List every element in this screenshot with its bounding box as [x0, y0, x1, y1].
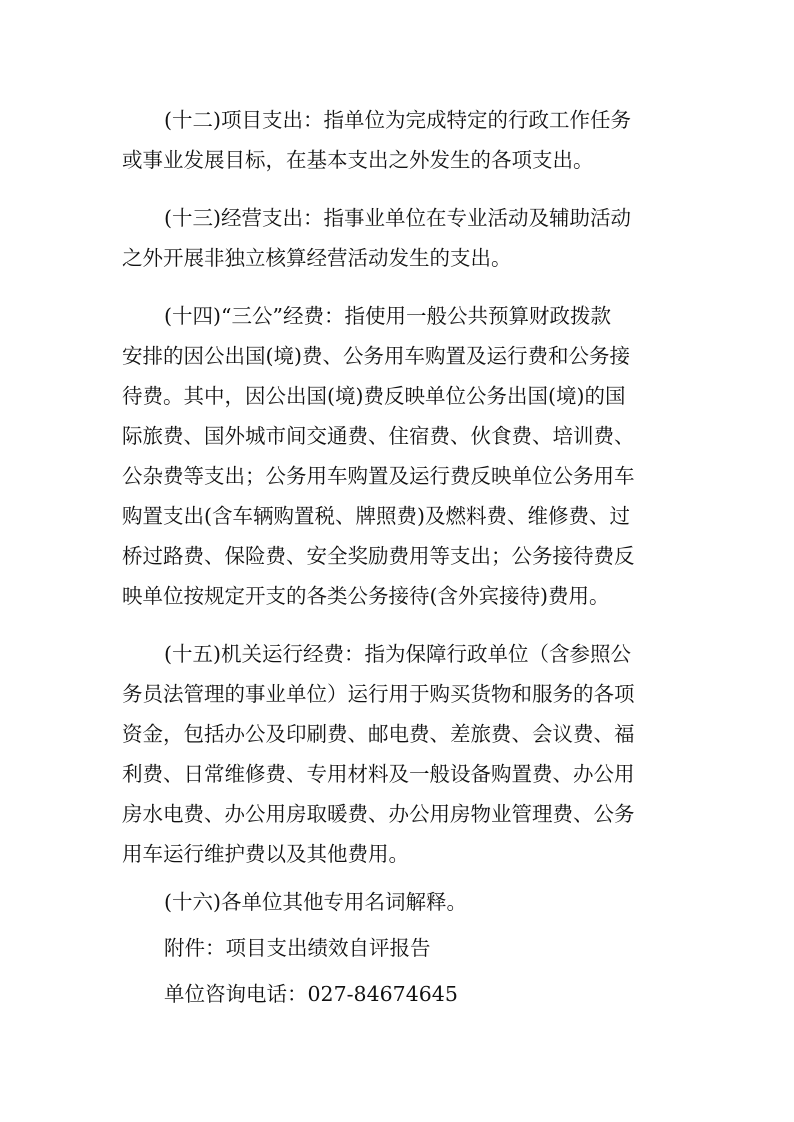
section-15-line-6: 用车运行维护费以及其他费用。: [122, 842, 409, 866]
section-13-line-1: (十三)经营支出：指事业单位在专业活动及辅助活动: [164, 206, 631, 230]
section-12-line-1: (十二)项目支出：指单位为完成特定的行政工作任务: [164, 108, 631, 132]
section-15-line-4: 利费、日常维修费、专用材料及一般设备购置费、办公用: [122, 762, 635, 786]
section-13-line-2: 之外开展非独立核算经营活动发生的支出。: [122, 246, 512, 270]
section-14-line-7: 桥过路费、保险费、安全奖励费用等支出；公务接待费反: [122, 544, 635, 568]
section-15-line-1: (十五)机关运行经费：指为保障行政单位（含参照公: [164, 642, 631, 666]
section-15-line-5: 房水电费、办公用房取暖费、办公用房物业管理费、公务: [122, 802, 635, 826]
section-14-line-2: 安排的因公出国(境)费、公务用车购置及运行费和公务接: [122, 344, 630, 368]
section-14-line-8: 映单位按规定开支的各类公务接待(含外宾接待)费用。: [122, 584, 610, 608]
section-14-line-4: 际旅费、国外城市间交通费、住宿费、伙食费、培训费、: [122, 424, 635, 448]
section-14-line-3: 待费。其中，因公出国(境)费反映单位公务出国(境)的国: [122, 384, 626, 408]
attachment-line: 附件：项目支出绩效自评报告: [164, 936, 431, 960]
section-14-line-1: (十四)“三公”经费：指使用一般公共预算财政拨款: [164, 304, 611, 328]
section-15-line-3: 资金，包括办公及印刷费、邮电费、差旅费、会议费、福: [122, 722, 635, 746]
section-12-line-2: 或事业发展目标，在基本支出之外发生的各项支出。: [122, 148, 594, 172]
section-15-line-2: 务员法管理的事业单位）运行用于购买货物和服务的各项: [122, 682, 635, 706]
section-16-line-1: (十六)各单位其他专用名词解释。: [164, 890, 467, 914]
section-14-line-5: 公杂费等支出；公务用车购置及运行费反映单位公务用车: [122, 464, 635, 488]
section-14-line-6: 购置支出(含车辆购置税、牌照费)及燃料费、维修费、过: [122, 504, 630, 528]
contact-phone-line: 单位咨询电话：027-84674645: [164, 982, 458, 1006]
